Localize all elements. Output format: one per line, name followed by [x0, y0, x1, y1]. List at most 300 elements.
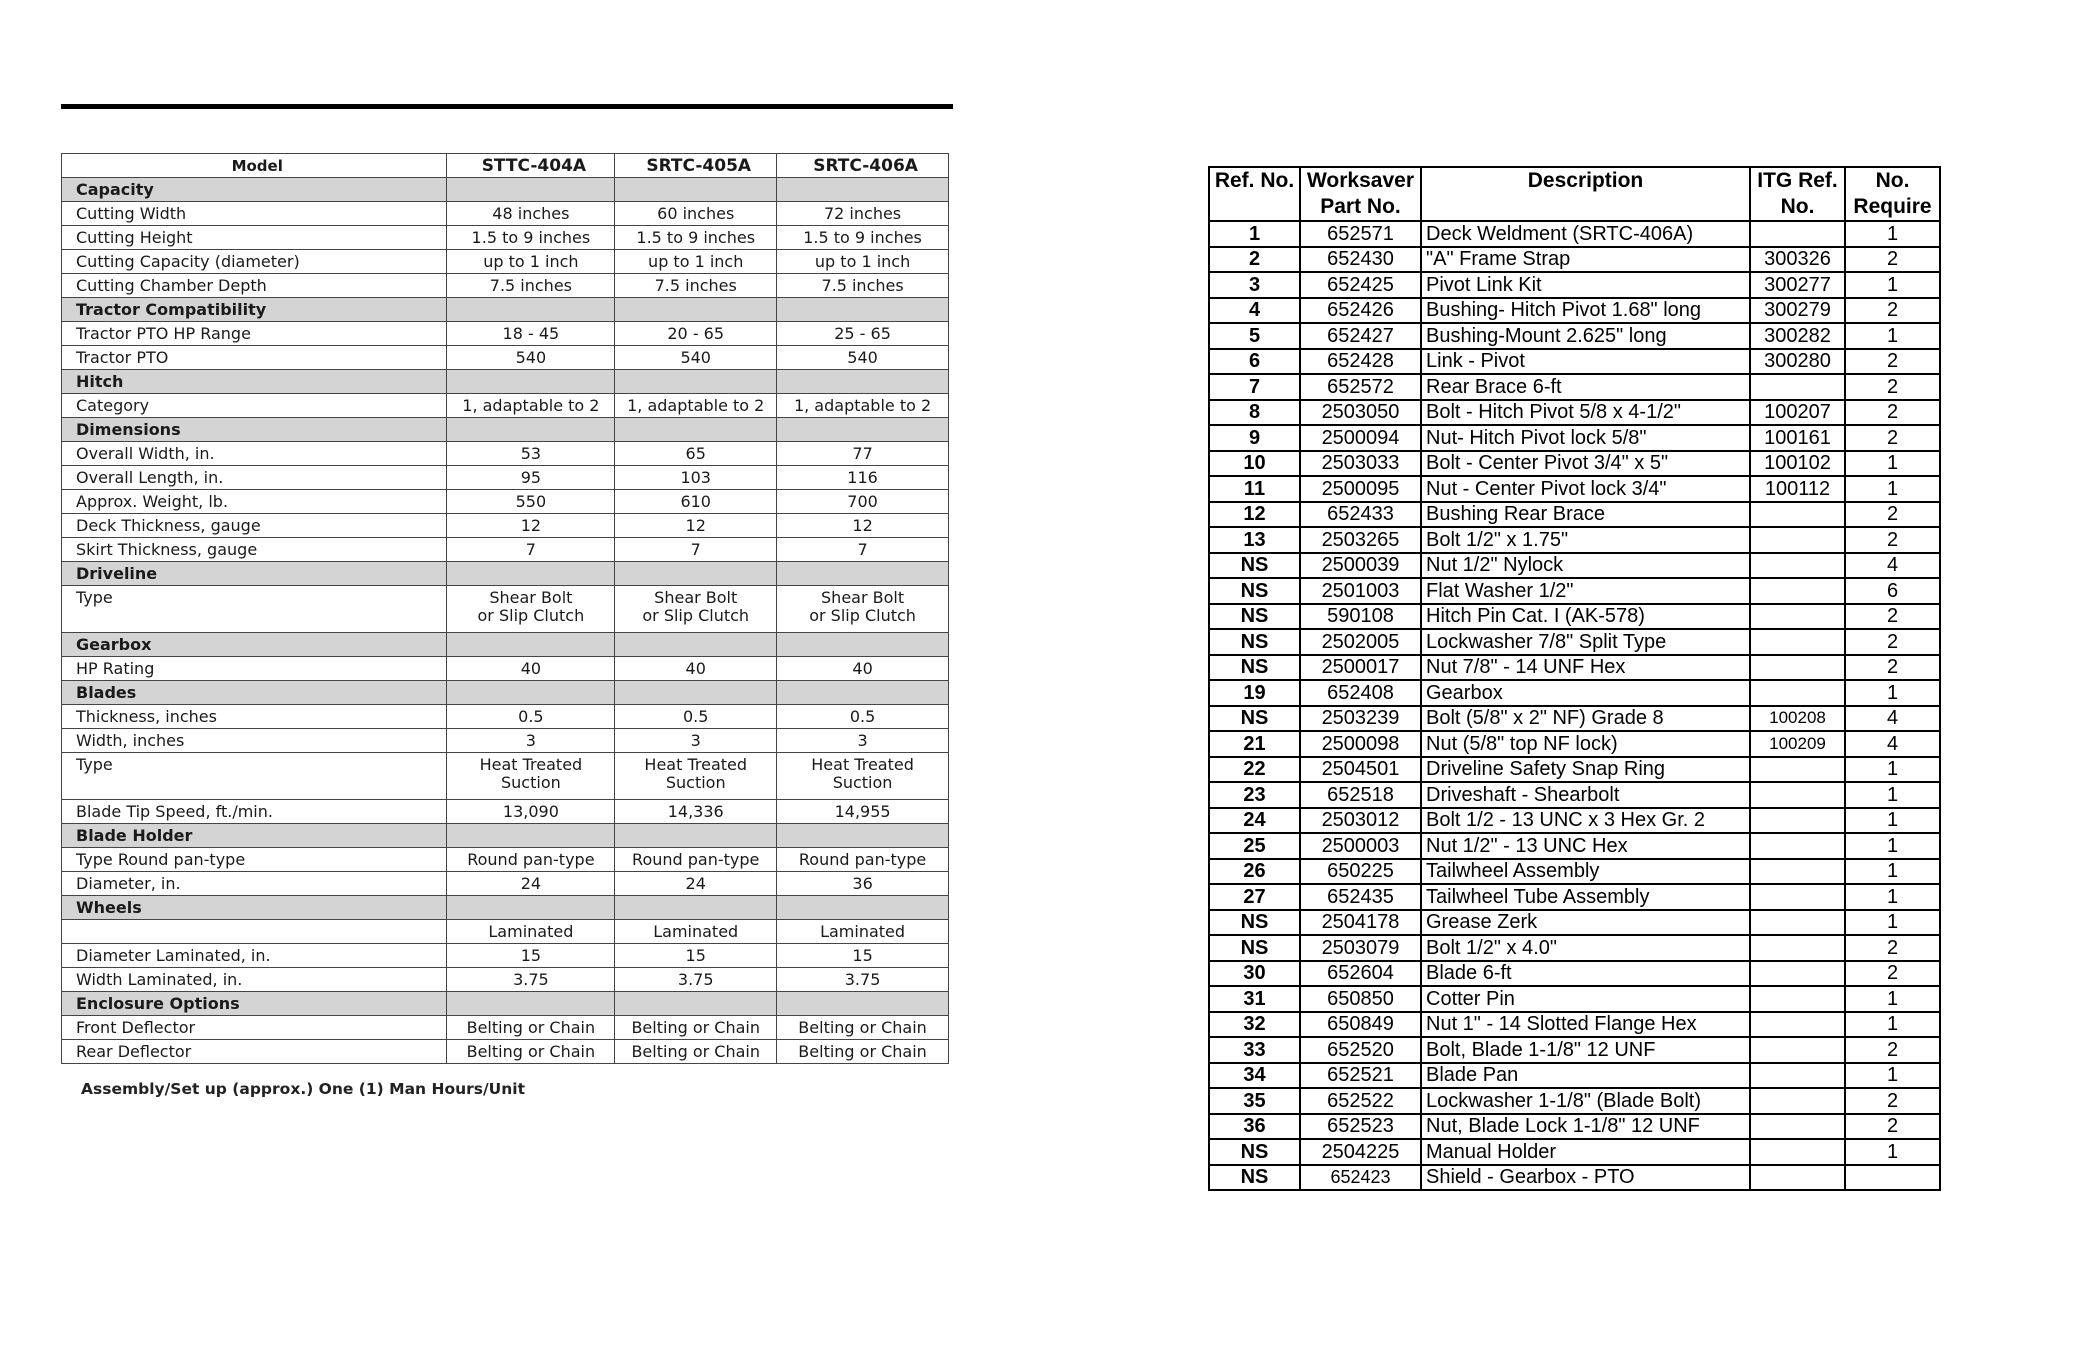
- parts-row: [1209, 986, 1940, 1012]
- spec-section-row: [62, 298, 949, 322]
- spec-value: 14,336: [615, 800, 777, 824]
- spec-row: [62, 226, 949, 250]
- spec-value: Round pan-type: [447, 848, 615, 872]
- ref-no-cell: 5: [1209, 323, 1300, 349]
- parts-row: [1209, 349, 1940, 375]
- spec-row: [62, 466, 949, 490]
- spec-section-row: [62, 418, 949, 442]
- itg-ref-cell: [1750, 502, 1845, 528]
- spec-row: [62, 514, 949, 538]
- spec-row: [62, 202, 949, 226]
- model-column-header: STTC-404A: [447, 154, 615, 178]
- spec-value: 7: [615, 538, 777, 562]
- section-empty-cell: [447, 824, 615, 848]
- spec-label: HP Rating: [62, 657, 447, 681]
- itg-ref-cell: [1750, 884, 1845, 910]
- description-cell: Bolt - Hitch Pivot 5/8 x 4-1/2": [1421, 400, 1750, 426]
- spec-section-row: [62, 681, 949, 705]
- quantity-cell: 2: [1845, 1114, 1940, 1140]
- part-no-cell: 652572: [1300, 374, 1421, 400]
- section-empty-cell: [777, 370, 949, 394]
- part-no-cell: 652523: [1300, 1114, 1421, 1140]
- parts-row: [1209, 910, 1940, 936]
- parts-row: [1209, 706, 1940, 732]
- parts-row: [1209, 425, 1940, 451]
- ref-no-cell: NS: [1209, 910, 1300, 936]
- itg-ref-cell: [1750, 604, 1845, 630]
- spec-value: 0.5: [777, 705, 949, 729]
- part-no-cell: 2500039: [1300, 553, 1421, 579]
- itg-ref-cell: [1750, 1139, 1845, 1165]
- section-empty-cell: [777, 562, 949, 586]
- spec-value: 24: [447, 872, 615, 896]
- ref-no-cell: 35: [1209, 1088, 1300, 1114]
- section-empty-cell: [615, 992, 777, 1016]
- section-empty-cell: [777, 418, 949, 442]
- description-cell: Driveshaft - Shearbolt: [1421, 782, 1750, 808]
- description-cell: Driveline Safety Snap Ring: [1421, 757, 1750, 783]
- description-cell: Deck Weldment (SRTC-406A): [1421, 221, 1750, 247]
- spec-value: 1.5 to 9 inches: [615, 226, 777, 250]
- spec-label: Cutting Chamber Depth: [62, 274, 447, 298]
- section-empty-cell: [447, 896, 615, 920]
- quantity-cell: 1: [1845, 451, 1940, 477]
- quantity-cell: 2: [1845, 1088, 1940, 1114]
- spec-row: [62, 586, 949, 633]
- parts-row: [1209, 1114, 1940, 1140]
- spec-value: Laminated: [777, 920, 949, 944]
- part-no-cell: 652423: [1300, 1165, 1421, 1191]
- itg-ref-cell: [1750, 910, 1845, 936]
- parts-row: [1209, 578, 1940, 604]
- quantity-cell: 1: [1845, 323, 1940, 349]
- section-label: Wheels: [62, 896, 447, 920]
- parts-row: [1209, 1165, 1940, 1191]
- spec-row: [62, 753, 949, 800]
- spec-value: 3.75: [777, 968, 949, 992]
- spec-label: Diameter Laminated, in.: [62, 944, 447, 968]
- quantity-cell: 1: [1845, 782, 1940, 808]
- parts-row: [1209, 757, 1940, 783]
- description-cell: Bolt - Center Pivot 3/4" x 5": [1421, 451, 1750, 477]
- spec-section-row: [62, 562, 949, 586]
- section-empty-cell: [615, 896, 777, 920]
- spec-value: 40: [447, 657, 615, 681]
- section-label: Hitch: [62, 370, 447, 394]
- spec-value: 1, adaptable to 2: [615, 394, 777, 418]
- description-header: Description: [1421, 167, 1750, 221]
- description-cell: Nut 7/8" - 14 UNF Hex: [1421, 655, 1750, 681]
- parts-row: [1209, 400, 1940, 426]
- part-no-cell: 2500098: [1300, 731, 1421, 757]
- spec-value: 7.5 inches: [777, 274, 949, 298]
- part-no-cell: 652427: [1300, 323, 1421, 349]
- spec-value: Belting or Chain: [615, 1040, 777, 1064]
- section-empty-cell: [615, 298, 777, 322]
- spec-value: 0.5: [447, 705, 615, 729]
- ref-no-cell: 6: [1209, 349, 1300, 375]
- itg-ref-cell: [1750, 1012, 1845, 1038]
- part-no-cell: 650849: [1300, 1012, 1421, 1038]
- ref-no-cell: NS: [1209, 655, 1300, 681]
- parts-header-row: [1209, 167, 1940, 221]
- spec-value: 3: [615, 729, 777, 753]
- spec-value: 12: [615, 514, 777, 538]
- quantity-cell: 1: [1845, 757, 1940, 783]
- quantity-cell: 1: [1845, 833, 1940, 859]
- spec-value: 40: [777, 657, 949, 681]
- description-cell: Cotter Pin: [1421, 986, 1750, 1012]
- itg-ref-cell: [1750, 629, 1845, 655]
- description-cell: Pivot Link Kit: [1421, 272, 1750, 298]
- spec-label: Tractor PTO: [62, 346, 447, 370]
- quantity-cell: 4: [1845, 731, 1940, 757]
- quantity-cell: 1: [1845, 680, 1940, 706]
- section-empty-cell: [447, 418, 615, 442]
- ref-no-cell: 31: [1209, 986, 1300, 1012]
- description-cell: Bushing-Mount 2.625" long: [1421, 323, 1750, 349]
- parts-row: [1209, 1037, 1940, 1063]
- spec-table-body: [62, 178, 949, 1064]
- ref-no-cell: 19: [1209, 680, 1300, 706]
- quantity-cell: 2: [1845, 935, 1940, 961]
- spec-label: Type Round pan-type: [62, 848, 447, 872]
- part-no-cell: 2500094: [1300, 425, 1421, 451]
- quantity-cell: 2: [1845, 527, 1940, 553]
- spec-value: 15: [777, 944, 949, 968]
- section-label: Blade Holder: [62, 824, 447, 848]
- quantity-cell: 1: [1845, 986, 1940, 1012]
- section-empty-cell: [777, 178, 949, 202]
- spec-label: Thickness, inches: [62, 705, 447, 729]
- parts-row: [1209, 323, 1940, 349]
- section-empty-cell: [615, 562, 777, 586]
- itg-ref-cell: [1750, 1063, 1845, 1089]
- spec-section-row: [62, 370, 949, 394]
- parts-row: [1209, 1063, 1940, 1089]
- spec-row: [62, 250, 949, 274]
- part-no-cell: 2500003: [1300, 833, 1421, 859]
- section-empty-cell: [777, 681, 949, 705]
- part-no-cell: 652426: [1300, 298, 1421, 324]
- spec-value: 540: [615, 346, 777, 370]
- spec-row: [62, 920, 949, 944]
- spec-value: up to 1 inch: [447, 250, 615, 274]
- itg-ref-cell: [1750, 655, 1845, 681]
- spec-value: 116: [777, 466, 949, 490]
- spec-row: [62, 968, 949, 992]
- description-cell: Tailwheel Assembly: [1421, 859, 1750, 885]
- ref-no-cell: 26: [1209, 859, 1300, 885]
- part-no-cell: 650850: [1300, 986, 1421, 1012]
- section-label: Capacity: [62, 178, 447, 202]
- quantity-cell: 1: [1845, 476, 1940, 502]
- spec-value: Laminated: [615, 920, 777, 944]
- spec-row: [62, 442, 949, 466]
- itg-ref-cell: [1750, 527, 1845, 553]
- spec-value: 36: [777, 872, 949, 896]
- spec-label: Overall Length, in.: [62, 466, 447, 490]
- parts-row: [1209, 502, 1940, 528]
- spec-value: 0.5: [615, 705, 777, 729]
- quantity-cell: 4: [1845, 553, 1940, 579]
- spec-value: 53: [447, 442, 615, 466]
- section-label: Blades: [62, 681, 447, 705]
- spec-value: 12: [777, 514, 949, 538]
- description-cell: Nut (5/8" top NF lock): [1421, 731, 1750, 757]
- spec-value: 540: [447, 346, 615, 370]
- ref-no-cell: NS: [1209, 706, 1300, 732]
- ref-no-cell: NS: [1209, 604, 1300, 630]
- ref-no-cell: NS: [1209, 553, 1300, 579]
- spec-label: Deck Thickness, gauge: [62, 514, 447, 538]
- parts-row: [1209, 451, 1940, 477]
- spec-value: 15: [447, 944, 615, 968]
- quantity-cell: [1845, 1165, 1940, 1191]
- description-cell: Bolt, Blade 1-1/8" 12 UNF: [1421, 1037, 1750, 1063]
- spec-value: 12: [447, 514, 615, 538]
- ref-no-cell: 27: [1209, 884, 1300, 910]
- spec-table: [61, 153, 949, 1064]
- spec-value: 7: [777, 538, 949, 562]
- ref-no-cell: 1: [1209, 221, 1300, 247]
- itg-ref-cell: [1750, 782, 1845, 808]
- section-empty-cell: [447, 298, 615, 322]
- parts-row: [1209, 859, 1940, 885]
- parts-row: [1209, 629, 1940, 655]
- itg-ref-cell: 300326: [1750, 247, 1845, 273]
- description-cell: Nut - Center Pivot lock 3/4": [1421, 476, 1750, 502]
- spec-row: [62, 705, 949, 729]
- section-empty-cell: [615, 178, 777, 202]
- spec-value: 7: [447, 538, 615, 562]
- spec-value: 25 - 65: [777, 322, 949, 346]
- description-cell: Nut, Blade Lock 1-1/8" 12 UNF: [1421, 1114, 1750, 1140]
- description-cell: Hitch Pin Cat. I (AK-578): [1421, 604, 1750, 630]
- ref-no-cell: 13: [1209, 527, 1300, 553]
- itg-ref-cell: [1750, 935, 1845, 961]
- parts-row: [1209, 527, 1940, 553]
- parts-row: [1209, 680, 1940, 706]
- spec-row: [62, 322, 949, 346]
- spec-label: Type: [62, 586, 447, 633]
- quantity-cell: 1: [1845, 859, 1940, 885]
- spec-label: Width, inches: [62, 729, 447, 753]
- section-empty-cell: [615, 633, 777, 657]
- section-empty-cell: [615, 418, 777, 442]
- itg-ref-cell: 100102: [1750, 451, 1845, 477]
- quantity-cell: 2: [1845, 400, 1940, 426]
- itg-ref-cell: [1750, 859, 1845, 885]
- section-empty-cell: [615, 370, 777, 394]
- quantity-cell: 2: [1845, 502, 1940, 528]
- itg-ref-cell: 300279: [1750, 298, 1845, 324]
- assembly-note: Assembly/Set up (approx.) One (1) Man Hours/Unit: [81, 1080, 525, 1098]
- description-cell: Nut 1/2" Nylock: [1421, 553, 1750, 579]
- ref-no-cell: 34: [1209, 1063, 1300, 1089]
- spec-value: Shear Bolt or Slip Clutch: [777, 586, 949, 633]
- ref-no-cell: 30: [1209, 961, 1300, 987]
- itg-ref-cell: 300282: [1750, 323, 1845, 349]
- part-no-cell: 2502005: [1300, 629, 1421, 655]
- parts-row: [1209, 553, 1940, 579]
- spec-value: 95: [447, 466, 615, 490]
- part-no-cell: 652521: [1300, 1063, 1421, 1089]
- part-no-cell: 2504178: [1300, 910, 1421, 936]
- spec-value: 13,090: [447, 800, 615, 824]
- section-empty-cell: [777, 633, 949, 657]
- spec-row: [62, 657, 949, 681]
- parts-row: [1209, 782, 1940, 808]
- ref-no-cell: 8: [1209, 400, 1300, 426]
- spec-label: Approx. Weight, lb.: [62, 490, 447, 514]
- spec-value: 20 - 65: [615, 322, 777, 346]
- parts-row: [1209, 1088, 1940, 1114]
- ref-no-cell: 21: [1209, 731, 1300, 757]
- spec-value: 550: [447, 490, 615, 514]
- ref-no-cell: 25: [1209, 833, 1300, 859]
- section-empty-cell: [777, 824, 949, 848]
- parts-row: [1209, 1012, 1940, 1038]
- spec-value: Belting or Chain: [447, 1016, 615, 1040]
- part-no-cell: 590108: [1300, 604, 1421, 630]
- spec-value: 103: [615, 466, 777, 490]
- parts-row: [1209, 604, 1940, 630]
- spec-row: [62, 274, 949, 298]
- quantity-cell: 2: [1845, 374, 1940, 400]
- spec-value: Belting or Chain: [615, 1016, 777, 1040]
- description-cell: Shield - Gearbox - PTO: [1421, 1165, 1750, 1191]
- itg-ref-cell: 100208: [1750, 706, 1845, 732]
- spec-row: [62, 490, 949, 514]
- ref-no-cell: 12: [1209, 502, 1300, 528]
- spec-value: 7.5 inches: [447, 274, 615, 298]
- part-no-cell: 650225: [1300, 859, 1421, 885]
- spec-value: Heat Treated Suction: [777, 753, 949, 800]
- spec-value: 72 inches: [777, 202, 949, 226]
- parts-row: [1209, 374, 1940, 400]
- description-cell: Tailwheel Tube Assembly: [1421, 884, 1750, 910]
- spec-value: up to 1 inch: [615, 250, 777, 274]
- spec-value: 610: [615, 490, 777, 514]
- parts-row: [1209, 247, 1940, 273]
- part-no-cell: 2503079: [1300, 935, 1421, 961]
- part-no-cell: 2503050: [1300, 400, 1421, 426]
- spec-value: Shear Bolt or Slip Clutch: [447, 586, 615, 633]
- quantity-cell: 4: [1845, 706, 1940, 732]
- spec-row: [62, 538, 949, 562]
- part-no-cell: 652520: [1300, 1037, 1421, 1063]
- top-rule: [61, 104, 953, 109]
- quantity-cell: 1: [1845, 1063, 1940, 1089]
- part-no-cell: 652408: [1300, 680, 1421, 706]
- itg-ref-cell: [1750, 221, 1845, 247]
- itg-ref-cell: 100112: [1750, 476, 1845, 502]
- spec-value: Laminated: [447, 920, 615, 944]
- spec-value: 540: [777, 346, 949, 370]
- itg-ref-cell: [1750, 1088, 1845, 1114]
- part-no-cell: 2503239: [1300, 706, 1421, 732]
- itg-ref-cell: [1750, 374, 1845, 400]
- part-no-cell: 2503012: [1300, 808, 1421, 834]
- spec-value: 77: [777, 442, 949, 466]
- part-no-cell: 652604: [1300, 961, 1421, 987]
- spec-row: [62, 800, 949, 824]
- itg-ref-cell: [1750, 833, 1845, 859]
- spec-value: up to 1 inch: [777, 250, 949, 274]
- part-no-header: Worksaver Part No.: [1300, 167, 1421, 221]
- spec-label: Cutting Capacity (diameter): [62, 250, 447, 274]
- description-cell: Bushing- Hitch Pivot 1.68" long: [1421, 298, 1750, 324]
- description-cell: Lockwasher 1-1/8" (Blade Bolt): [1421, 1088, 1750, 1114]
- quantity-cell: 1: [1845, 910, 1940, 936]
- ref-no-cell: 7: [1209, 374, 1300, 400]
- spec-value: 1.5 to 9 inches: [447, 226, 615, 250]
- spec-value: Shear Bolt or Slip Clutch: [615, 586, 777, 633]
- spec-value: Round pan-type: [615, 848, 777, 872]
- quantity-cell: 2: [1845, 604, 1940, 630]
- spec-section-row: [62, 992, 949, 1016]
- ref-no-cell: 3: [1209, 272, 1300, 298]
- spec-section-row: [62, 896, 949, 920]
- spec-value: 65: [615, 442, 777, 466]
- spec-label: [62, 920, 447, 944]
- description-cell: Bolt 1/2" x 4.0": [1421, 935, 1750, 961]
- spec-row: [62, 1016, 949, 1040]
- parts-row: [1209, 476, 1940, 502]
- description-cell: Flat Washer 1/2": [1421, 578, 1750, 604]
- spec-row: [62, 346, 949, 370]
- part-no-cell: 2500095: [1300, 476, 1421, 502]
- spec-value: 24: [615, 872, 777, 896]
- quantity-cell: 6: [1845, 578, 1940, 604]
- itg-ref-cell: [1750, 757, 1845, 783]
- section-empty-cell: [777, 896, 949, 920]
- ref-no-cell: NS: [1209, 1165, 1300, 1191]
- section-empty-cell: [615, 824, 777, 848]
- section-empty-cell: [777, 298, 949, 322]
- ref-no-cell: NS: [1209, 935, 1300, 961]
- quantity-cell: 1: [1845, 1139, 1940, 1165]
- spec-label: Cutting Height: [62, 226, 447, 250]
- parts-row: [1209, 298, 1940, 324]
- itg-ref-cell: [1750, 1114, 1845, 1140]
- section-empty-cell: [447, 992, 615, 1016]
- ref-no-cell: 32: [1209, 1012, 1300, 1038]
- itg-ref-cell: 300280: [1750, 349, 1845, 375]
- spec-label: Cutting Width: [62, 202, 447, 226]
- description-cell: Rear Brace 6-ft: [1421, 374, 1750, 400]
- ref-no-cell: 24: [1209, 808, 1300, 834]
- parts-row: [1209, 935, 1940, 961]
- itg-ref-cell: [1750, 680, 1845, 706]
- itg-ref-cell: [1750, 1165, 1845, 1191]
- spec-value: 3.75: [615, 968, 777, 992]
- section-label: Gearbox: [62, 633, 447, 657]
- spec-value: 3.75: [447, 968, 615, 992]
- spec-value: 700: [777, 490, 949, 514]
- spec-row: [62, 848, 949, 872]
- section-empty-cell: [615, 681, 777, 705]
- spec-label: Category: [62, 394, 447, 418]
- part-no-cell: 652571: [1300, 221, 1421, 247]
- spec-value: 60 inches: [615, 202, 777, 226]
- ref-no-cell: 9: [1209, 425, 1300, 451]
- spec-value: Round pan-type: [777, 848, 949, 872]
- spec-row: [62, 1040, 949, 1064]
- itg-ref-cell: 100209: [1750, 731, 1845, 757]
- description-cell: Bolt 1/2 - 13 UNC x 3 Hex Gr. 2: [1421, 808, 1750, 834]
